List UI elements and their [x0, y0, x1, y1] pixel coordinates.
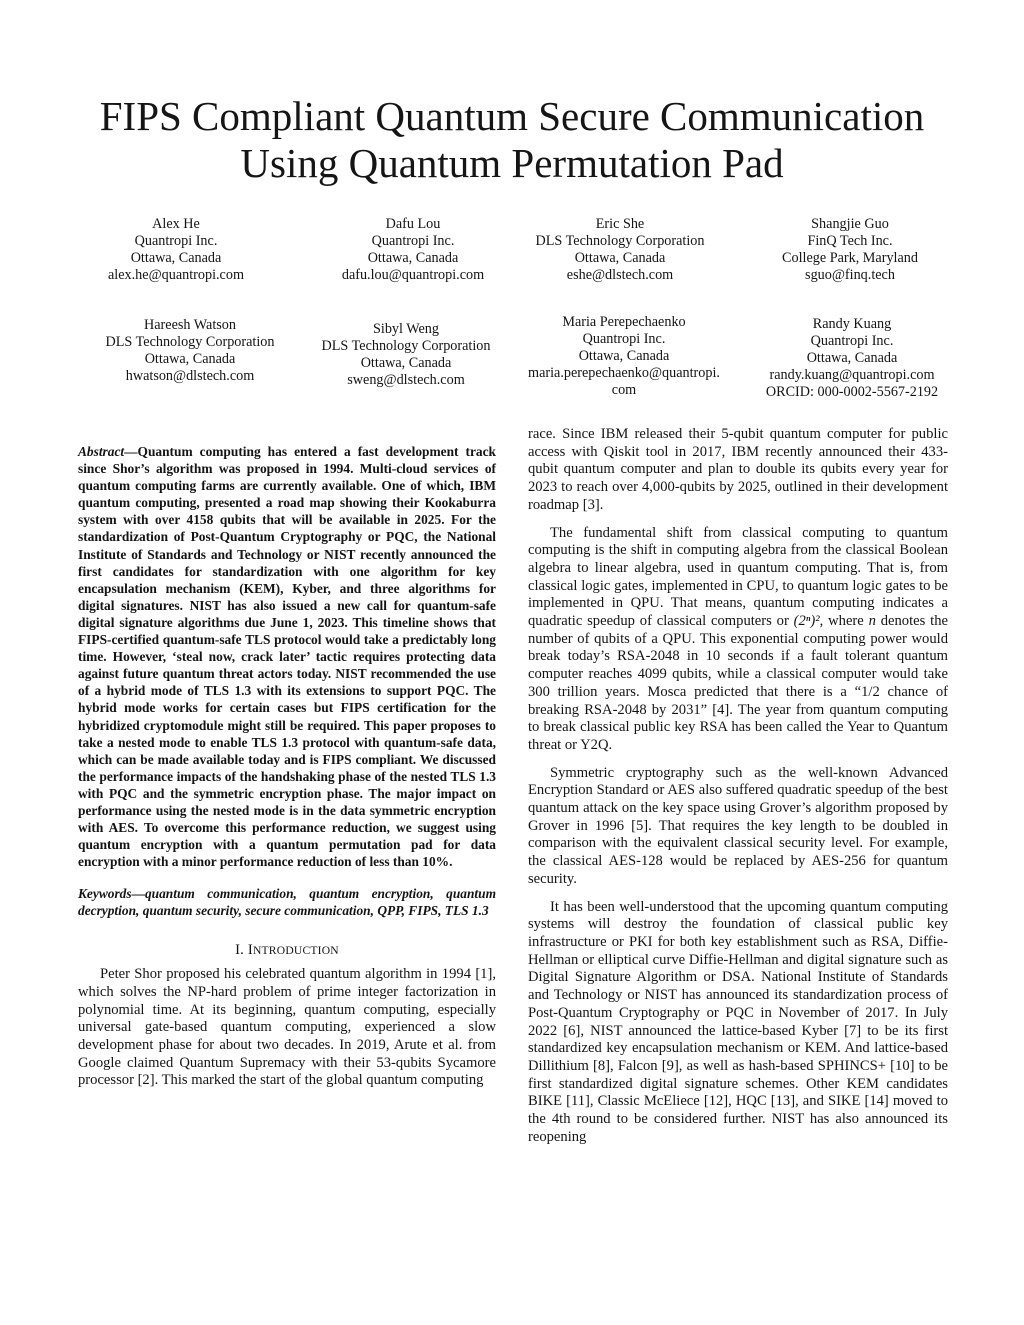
left-column: [78, 443, 496, 1090]
author-name: Maria Perepechaenko: [562, 314, 686, 330]
author-block-dafu-lou: [318, 216, 508, 284]
intro-paragraph-1: Peter Shor proposed his celebrated quantum algorithm in 1994 [1], which solves the NP-hard problem of prime integer factorization in polynomial time. At its beginning, quantum computing, especially universal gate-based quantum computing, experienced a slow development phase for about two decades. In 2019, Arute et al. from Google claimed Quantum Supremacy with their 53-qubits Sycamore processor [2]. This marked the start of the global quantum computing: [78, 966, 496, 1089]
paragraph-text: denotes the number of qubits of a QPU. This exponential computing power would break today’s RSA-2048 in 10 seconds if a fault tolerant quantum computer reaches 4099 qubits, while a classical computer would take 300 trillion years. Mosca predicted that there is a “1/2 chance of breaking RSA-2048 by 2031” [4]. The year from quantum computing to break classical public key RSA has been called the Year to Quantum threat or Y2Q.: [528, 613, 948, 753]
author-email: sguo@finq.tech: [805, 267, 895, 283]
paper-title: [40, 93, 984, 187]
author-org: Quantropi Inc.: [134, 233, 218, 249]
author-email-line-1: maria.perepechaenko@quantropi.: [528, 365, 720, 381]
author-org: Quantropi Inc.: [582, 331, 666, 347]
author-location: Ottawa, Canada: [574, 250, 666, 266]
author-block-shangjie-guo: [740, 216, 960, 284]
author-location: Ottawa, Canada: [367, 250, 459, 266]
author-email: eshe@dlstech.com: [566, 267, 674, 283]
author-name: Sibyl Weng: [373, 321, 439, 337]
author-block-maria-perepechaenko: [514, 314, 734, 399]
math-expression: (2ⁿ)²: [793, 613, 820, 630]
math-variable: n: [868, 613, 876, 630]
author-name: Hareesh Watson: [144, 317, 236, 333]
author-name: Dafu Lou: [385, 216, 441, 232]
section-heading-introduction: [78, 942, 496, 960]
author-location: Ottawa, Canada: [130, 250, 222, 266]
author-email-line-2: com: [611, 382, 637, 398]
keywords: Keywords—quantum communication, quantum encryption, quantum decryption, quantum security, secure communication, QPP, FIPS, TLS 1.3: [78, 886, 496, 919]
author-org: DLS Technology Corporation: [105, 334, 275, 350]
author-name: Shangjie Guo: [811, 216, 889, 232]
section-title-initial: I: [247, 941, 253, 958]
author-block-alex-he: [78, 216, 274, 284]
author-email: randy.kuang@quantropi.com: [769, 367, 935, 383]
author-location: Ottawa, Canada: [360, 355, 452, 371]
author-org: DLS Technology Corporation: [535, 233, 705, 249]
author-location: Ottawa, Canada: [578, 348, 670, 364]
author-name: Randy Kuang: [812, 316, 892, 332]
paragraph-pki-nist: It has been well-understood that the upcoming quantum computing systems will destroy the foundation of classical public key infrastructure or PKI for both key establishment such as RSA, Diffie-Hellman or elliptical curve Diffie-Hellman and digital signature such as Digital Signature Algorithm or DSA. National Institute of Standards and Technology or NIST has announced its standardization process of Post-Quantum Cryptography or PQC in November of 2017. In July 2022 [6], NIST announced the lattice-based Kyber [7] to be its first standardized key encapsulation mechanism or KEM. And lattice-based Dillithium [8], Falcon [9], as well as hash-based SPHINCS+ [10] to be first standardized digital signature schemes. Other KEM candidates BIKE [11], Classic McEliece [12], HQC [13], and SIKE [14] moved to the 4th round to be considered further. NIST has also announced its reopening: [528, 898, 948, 1145]
author-org: Quantropi Inc.: [371, 233, 455, 249]
paragraph-continued: race. Since IBM released their 5-qubit quantum computer for public access with Qiskit tool in 2017, IBM recently announced their 433-qubit quantum computer and plan to double its qubits every year for 2023 to reach over 4,000-qubits by 2025, outlined in their development roadmap [3].: [528, 426, 948, 513]
title-line-2: Using Quantum Permutation Pad: [240, 140, 784, 186]
author-orcid: ORCID: 000-0002-5567-2192: [765, 384, 939, 400]
abstract: [78, 443, 496, 870]
author-location: College Park, Maryland: [782, 250, 918, 266]
paragraph-symmetric-crypto: Symmetric cryptography such as the well-known Advanced Encryption Standard or AES also suffered quadratic speedup of the best quantum attack on the key space using Grover’s algorithm proposed by Grover in 1996 [5]. That requires the key length to be doubled in comparison with the equivalent classical security level. For example, the classical AES-128 would be replaced by AES-256 for quantum security.: [528, 764, 948, 887]
author-block-sibyl-weng: [306, 321, 506, 389]
right-column: [528, 426, 948, 1146]
abstract-label: Abstract: [78, 444, 125, 459]
paragraph-computing-shift: [528, 525, 948, 755]
paragraph-text: The fundamental shift from classical computing to quantum computing is the shift in computing algebra from the classical Boolean algebra to linear algebra, used in quantum computing. That is, from classical logic gates, implemented in CPU, to quantum logic gates to be implemented in QPU. That means, quantum computing indicates a quadratic speedup of classical computers or: [528, 524, 948, 630]
author-org: FinQ Tech Inc.: [807, 233, 893, 249]
author-email: hwatson@dlstech.com: [125, 368, 255, 384]
title-line-1: FIPS Compliant Quantum Secure Communication: [99, 93, 925, 139]
author-block-hareesh-watson: [90, 317, 290, 385]
section-number: I.: [235, 941, 245, 958]
author-location: Ottawa, Canada: [144, 351, 236, 367]
author-name: Alex He: [152, 216, 200, 232]
author-org: DLS Technology Corporation: [321, 338, 491, 354]
paragraph-text: , where: [819, 613, 869, 630]
section-title-rest: NTRODUCTION: [252, 943, 339, 957]
abstract-text: —Quantum computing has entered a fast development track since Shor’s algorithm was proposed in 1994. Multi-cloud services of quantum computing farms are currently available. One of which, IBM quantum computing, presented a road map showing their Kookaburra system with over 4158 qubits that will be available in 2025. For the standardization of Post-Quantum Cryptography or PQC, the National Institute of Standards and Technology or NIST recently announced the first candidates for standardization with one algorithm for key encapsulation mechanism (KEM), Kyber, and three algorithms for digital signatures. NIST has also issued a new call for quantum-safe digital signature algorithms due June 1, 2023. This timeline shows that FIPS-certified quantum-safe TLS protocol would take a predictably long time. However, ‘steal now, crack later’ tactic requires protecting data against future quantum threat actors today. NIST recommended the use of a hybrid mode of TLS 1.3 with its extensions to support PQC. The hybrid mode works for certain cases but FIPS certification for the hybridized cryptomodule might still be required. This paper proposes to take a nested mode to enable TLS 1.3 protocol with quantum-safe data, which can be made available today and is FIPS compliant. We discussed the performance impacts of the handshaking phase of the nested TLS 1.3 with PQC and the symmetric encryption phase. The major impact on performance using the nested mode is in the data symmetric encryption with AES. To overcome this performance reduction, we suggest using quantum encryption with a quantum permutation pad for data encryption with a minor performance reduction of less than 10%.: [78, 444, 496, 870]
author-block-eric-she: [520, 216, 720, 284]
author-location: Ottawa, Canada: [806, 350, 898, 366]
author-email: sweng@dlstech.com: [347, 372, 465, 388]
author-email: dafu.lou@quantropi.com: [341, 267, 485, 283]
author-email: alex.he@quantropi.com: [108, 267, 244, 283]
author-name: Eric She: [595, 216, 645, 232]
author-block-randy-kuang: [734, 316, 970, 401]
author-org: Quantropi Inc.: [810, 333, 894, 349]
